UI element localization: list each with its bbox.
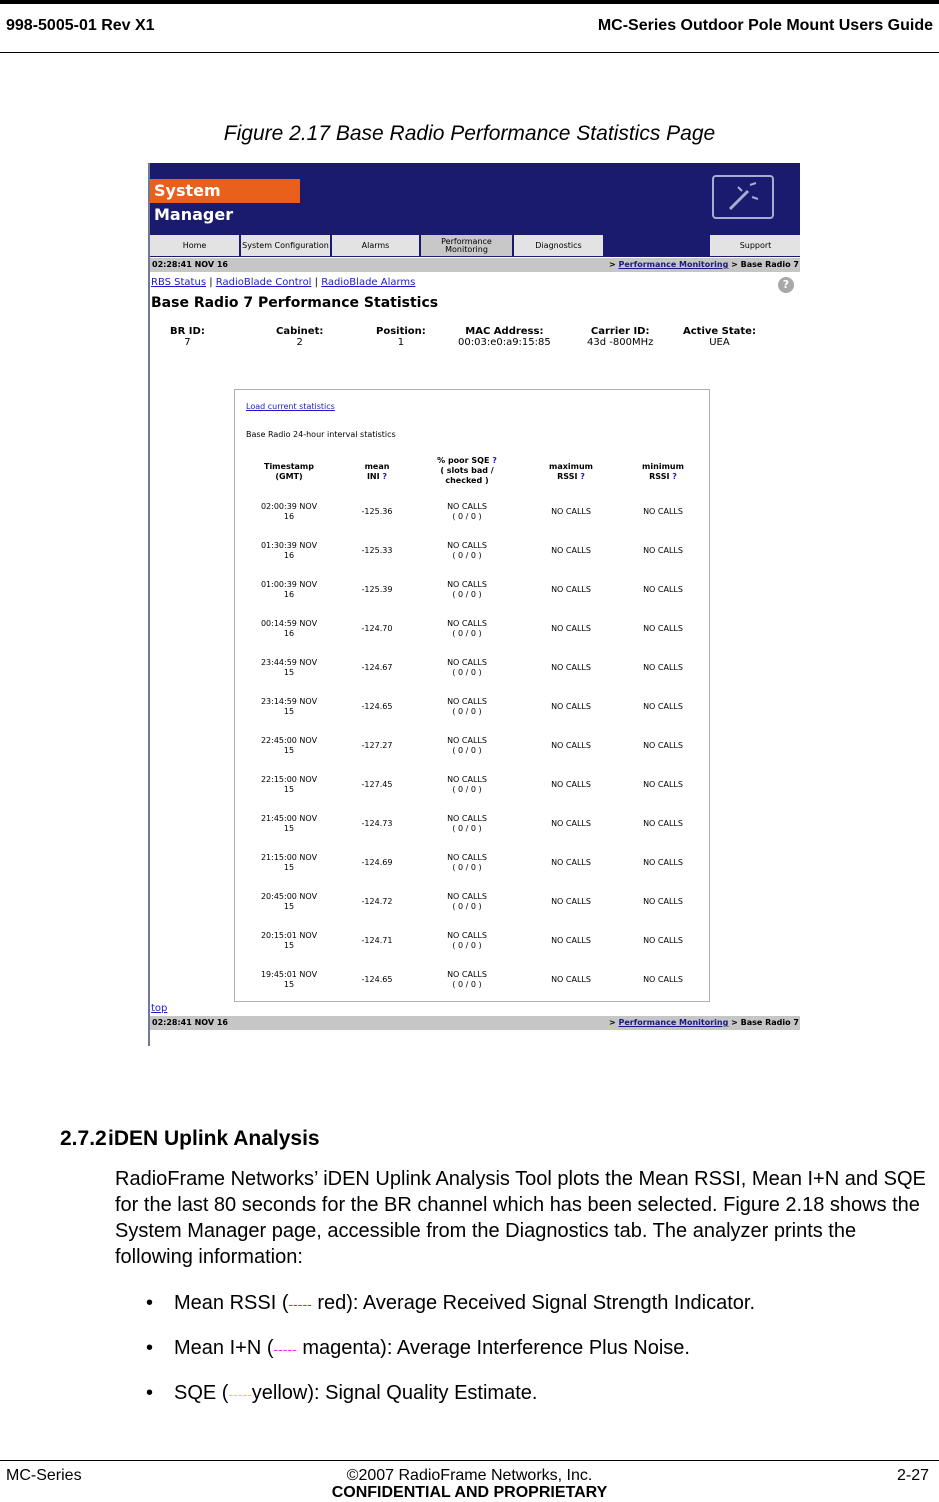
- bullet-text: Mean RSSI (: [174, 1292, 289, 1314]
- screenshot-system-manager: [148, 163, 800, 1046]
- info-value: 1: [397, 337, 405, 348]
- cell-minimum-rssi: [623, 858, 703, 868]
- breadcrumb-link-performance-monitoring[interactable]: Performance Monitoring: [618, 1018, 729, 1027]
- cell-maximum-rssi: [529, 858, 613, 868]
- cell-mean-ini: [347, 897, 407, 907]
- cell-line: ( 0 / 0 ): [452, 512, 482, 521]
- section-paragraph: RadioFrame Networks’ iDEN Uplink Analysis Tool plots the Mean RSSI, Mean I+N and SQE for the last 80 seconds for the BR channel which has been selected. Figure 2.18 shows the System Manager page, accessible from the Diagnostics tab. The analyzer prints the following information:: [115, 1168, 926, 1268]
- page-title: Base Radio 7 Performance Statistics: [151, 295, 439, 311]
- cell-line: 02:00:39 NOV: [260, 502, 318, 511]
- cell-poor-sqe: [419, 697, 515, 717]
- cell-maximum-rssi: [529, 624, 613, 634]
- cell-maximum-rssi: [529, 936, 613, 946]
- cell-maximum-rssi: [529, 702, 613, 712]
- bullet-marker: •: [146, 1382, 154, 1404]
- cell-line: NO CALLS: [551, 585, 591, 594]
- cell-mean-ini: [347, 780, 407, 790]
- col-header-line: % poor SQE: [437, 456, 490, 465]
- info-value: 7: [184, 337, 191, 348]
- cell-line: -124.71: [361, 936, 393, 945]
- info-cabinet: [276, 326, 323, 348]
- help-icon[interactable]: ?: [778, 277, 794, 293]
- cell-maximum-rssi: [529, 585, 613, 595]
- cell-line: ( 0 / 0 ): [452, 707, 482, 716]
- cell-line: NO CALLS: [551, 975, 591, 984]
- info-mac-address: [458, 326, 551, 348]
- cell-line: ( 0 / 0 ): [452, 551, 482, 560]
- col-header-minimum-rssi: [623, 462, 703, 482]
- info-position: [376, 326, 426, 348]
- info-label: Active State:: [683, 326, 756, 337]
- cell-line: NO CALLS: [551, 936, 591, 945]
- cell-poor-sqe: [419, 814, 515, 834]
- cell-poor-sqe: [419, 736, 515, 756]
- cell-line: 15: [283, 980, 295, 989]
- load-current-statistics-link[interactable]: Load current statistics: [246, 402, 335, 411]
- breadcrumb-link-performance-monitoring[interactable]: Performance Monitoring: [618, 260, 729, 269]
- cell-poor-sqe: [419, 970, 515, 990]
- help-link[interactable]: ?: [580, 472, 585, 481]
- bullet-text: magenta): Average Interference Plus Noise.: [296, 1337, 690, 1359]
- cell-line: 21:15:00 NOV: [260, 853, 318, 862]
- cell-line: NO CALLS: [447, 580, 487, 589]
- cell-line: NO CALLS: [643, 936, 683, 945]
- figure-caption: Figure 2.17 Base Radio Performance Statistics Page: [223, 122, 716, 145]
- help-link[interactable]: ?: [672, 472, 677, 481]
- tab-diagnostics[interactable]: Diagnostics: [514, 235, 604, 256]
- guide-title: MC-Series Outdoor Pole Mount Users Guide: [597, 17, 933, 34]
- info-label: Cabinet:: [276, 326, 324, 337]
- section-title: iDEN Uplink Analysis: [108, 1127, 320, 1150]
- app-banner: [150, 163, 800, 235]
- bullet-text: red): Average Received Signal Strength Indicator.: [311, 1292, 756, 1314]
- section-number: 2.7.2: [60, 1127, 107, 1150]
- bullet-text: yellow): Signal Quality Estimate.: [251, 1382, 538, 1404]
- cell-line: ( 0 / 0 ): [452, 746, 482, 755]
- cell-line: NO CALLS: [551, 507, 591, 516]
- cell-maximum-rssi: [529, 897, 613, 907]
- cell-maximum-rssi: [529, 741, 613, 751]
- col-header-line: Timestamp: [263, 462, 314, 471]
- cell-timestamp: [249, 892, 329, 912]
- tab-bar: [150, 235, 800, 257]
- info-active-state: [683, 326, 756, 348]
- cell-line: 15: [283, 863, 295, 872]
- cell-timestamp: [249, 775, 329, 795]
- cell-poor-sqe: [419, 619, 515, 639]
- cell-line: ( 0 / 0 ): [452, 980, 482, 989]
- cell-minimum-rssi: [623, 780, 703, 790]
- breadcrumb-prefix: >: [608, 260, 616, 269]
- cell-line: NO CALLS: [447, 502, 487, 511]
- cell-line: -124.70: [361, 624, 393, 633]
- cell-maximum-rssi: [529, 780, 613, 790]
- cell-line: NO CALLS: [551, 624, 591, 633]
- cell-timestamp: [249, 580, 329, 600]
- interval-heading: Base Radio 24-hour interval statistics: [246, 430, 396, 439]
- footer-confidential: CONFIDENTIAL AND PROPRIETARY: [331, 1484, 608, 1501]
- cell-line: NO CALLS: [643, 663, 683, 672]
- tab-system-configuration[interactable]: System Configuration: [241, 235, 331, 256]
- cell-timestamp: [249, 931, 329, 951]
- cell-line: 20:15:01 NOV: [260, 931, 318, 940]
- cell-line: NO CALLS: [551, 702, 591, 711]
- magenta-dash-legend: -----: [273, 1341, 297, 1357]
- breadcrumb: [609, 258, 799, 272]
- cell-line: 16: [283, 551, 295, 560]
- bullet-marker: •: [146, 1292, 154, 1314]
- cell-minimum-rssi: [623, 507, 703, 517]
- cell-line: -125.36: [361, 507, 393, 516]
- status-time: 02:28:41 NOV 16: [152, 260, 228, 269]
- header-top-rule: [0, 0, 939, 4]
- cell-line: ( 0 / 0 ): [452, 941, 482, 950]
- cell-line: NO CALLS: [447, 970, 487, 979]
- cell-line: NO CALLS: [447, 931, 487, 940]
- cell-line: NO CALLS: [551, 897, 591, 906]
- link-rbs-status[interactable]: RBS Status: [151, 277, 207, 288]
- cell-minimum-rssi: [623, 546, 703, 556]
- cell-line: -124.65: [361, 702, 393, 711]
- cell-mean-ini: [347, 663, 407, 673]
- tab-support[interactable]: Support: [710, 235, 800, 256]
- cell-maximum-rssi: [529, 819, 613, 829]
- cell-maximum-rssi: [529, 507, 613, 517]
- bullet-mean-in: [174, 1337, 690, 1360]
- cell-maximum-rssi: [529, 546, 613, 556]
- cell-line: NO CALLS: [643, 780, 683, 789]
- cell-line: 23:44:59 NOV: [260, 658, 318, 667]
- cell-line: NO CALLS: [551, 819, 591, 828]
- cell-minimum-rssi: [623, 663, 703, 673]
- cell-line: 21:45:00 NOV: [260, 814, 318, 823]
- cell-line: NO CALLS: [447, 619, 487, 628]
- breadcrumb: [609, 1016, 799, 1030]
- cell-minimum-rssi: [623, 897, 703, 907]
- col-header-poor-sqe: [419, 456, 515, 486]
- cell-line: NO CALLS: [551, 741, 591, 750]
- cell-minimum-rssi: [623, 819, 703, 829]
- info-label: Carrier ID:: [590, 326, 650, 337]
- cell-line: NO CALLS: [551, 546, 591, 555]
- cell-line: NO CALLS: [643, 624, 683, 633]
- breadcrumb-tail: > Base Radio 7: [731, 260, 799, 269]
- cell-mean-ini: [347, 546, 407, 556]
- cell-line: 16: [283, 590, 295, 599]
- radio-graphic-icon: [712, 175, 774, 219]
- cell-line: NO CALLS: [447, 775, 487, 784]
- cell-line: NO CALLS: [551, 858, 591, 867]
- cell-poor-sqe: [419, 580, 515, 600]
- cell-line: NO CALLS: [643, 741, 683, 750]
- cell-line: -124.73: [361, 819, 393, 828]
- info-label: Position:: [376, 326, 426, 337]
- bullet-text: SQE (: [174, 1382, 229, 1404]
- bullet-text: Mean I+N (: [174, 1337, 274, 1359]
- cell-line: -124.72: [361, 897, 393, 906]
- cell-mean-ini: [347, 975, 407, 985]
- cell-minimum-rssi: [623, 624, 703, 634]
- cell-timestamp: [249, 541, 329, 561]
- cell-line: 00:14:59 NOV: [260, 619, 318, 628]
- cell-line: NO CALLS: [447, 541, 487, 550]
- cell-line: 20:45:00 NOV: [260, 892, 318, 901]
- cell-timestamp: [249, 502, 329, 522]
- col-header-line: minimum: [642, 462, 684, 471]
- cell-line: 23:14:59 NOV: [260, 697, 318, 706]
- cell-mean-ini: [347, 819, 407, 829]
- cell-mean-ini: [347, 507, 407, 517]
- red-dash-legend: -----: [288, 1296, 312, 1312]
- cell-line: 22:45:00 NOV: [260, 736, 318, 745]
- cell-minimum-rssi: [623, 936, 703, 946]
- cell-timestamp: [249, 814, 329, 834]
- cell-line: 15: [283, 902, 295, 911]
- cell-mean-ini: [347, 741, 407, 751]
- cell-mean-ini: [347, 585, 407, 595]
- yellow-dash-legend: -----: [228, 1386, 252, 1402]
- cell-line: NO CALLS: [643, 702, 683, 711]
- cell-line: NO CALLS: [447, 814, 487, 823]
- quick-links: RBS Status | RadioBlade Control | RadioBlade Alarms: [151, 277, 416, 288]
- cell-line: 16: [283, 512, 295, 521]
- cell-minimum-rssi: [623, 741, 703, 751]
- cell-minimum-rssi: [623, 702, 703, 712]
- cell-line: NO CALLS: [643, 858, 683, 867]
- cell-line: -127.45: [361, 780, 393, 789]
- statistics-panel: [234, 389, 710, 1002]
- cell-line: 22:15:00 NOV: [260, 775, 318, 784]
- info-value: 00:03:e0:a9:15:85: [458, 337, 551, 348]
- cell-line: NO CALLS: [447, 658, 487, 667]
- cell-line: ( 0 / 0 ): [452, 902, 482, 911]
- cell-line: NO CALLS: [447, 697, 487, 706]
- bullet-sqe: [174, 1382, 537, 1405]
- cell-poor-sqe: [419, 853, 515, 873]
- footer-rule: [0, 1460, 939, 1461]
- breadcrumb-prefix: >: [608, 1018, 616, 1027]
- cell-line: -124.65: [361, 975, 393, 984]
- info-label: MAC Address:: [465, 326, 544, 337]
- footer-product: MC-Series: [6, 1467, 82, 1484]
- cell-line: -125.39: [361, 585, 393, 594]
- cell-mean-ini: [347, 624, 407, 634]
- cell-timestamp: [249, 619, 329, 639]
- cell-line: ( 0 / 0 ): [452, 824, 482, 833]
- col-header-line: ( slots bad /: [440, 466, 494, 475]
- info-br-id: [170, 326, 205, 348]
- breadcrumb-tail: > Base Radio 7: [731, 1018, 799, 1027]
- cell-line: NO CALLS: [643, 546, 683, 555]
- cell-timestamp: [249, 658, 329, 678]
- tab-spacer: [605, 235, 709, 256]
- cell-line: 01:30:39 NOV: [260, 541, 318, 550]
- help-link[interactable]: ?: [492, 456, 497, 465]
- col-header-line: RSSI: [557, 472, 578, 481]
- col-header-timestamp: [249, 462, 329, 482]
- cell-poor-sqe: [419, 502, 515, 522]
- cell-line: NO CALLS: [643, 975, 683, 984]
- cell-minimum-rssi: [623, 585, 703, 595]
- info-value: UEA: [709, 337, 730, 348]
- cell-line: ( 0 / 0 ): [452, 590, 482, 599]
- cell-line: NO CALLS: [447, 736, 487, 745]
- info-value: 43d -800MHz: [587, 337, 654, 348]
- link-radioblade-control[interactable]: RadioBlade Control: [215, 277, 312, 288]
- cell-poor-sqe: [419, 541, 515, 561]
- col-header-line: mean: [364, 462, 390, 471]
- cell-minimum-rssi: [623, 975, 703, 985]
- col-header-maximum-rssi: [529, 462, 613, 482]
- cell-timestamp: [249, 970, 329, 990]
- cell-line: NO CALLS: [551, 780, 591, 789]
- tab-home[interactable]: Home: [150, 235, 240, 256]
- cell-line: NO CALLS: [447, 892, 487, 901]
- cell-maximum-rssi: [529, 975, 613, 985]
- cell-line: 15: [283, 668, 295, 677]
- info-carrier-id: [587, 326, 653, 348]
- cell-line: ( 0 / 0 ): [452, 668, 482, 677]
- help-link[interactable]: ?: [382, 472, 388, 481]
- cell-poor-sqe: [419, 892, 515, 912]
- cell-line: -124.69: [361, 858, 393, 867]
- cell-line: 19:45:01 NOV: [260, 970, 318, 979]
- cell-poor-sqe: [419, 775, 515, 795]
- cell-line: 15: [283, 707, 295, 716]
- cell-line: ( 0 / 0 ): [452, 629, 482, 638]
- cell-mean-ini: [347, 858, 407, 868]
- cell-line: 15: [283, 785, 295, 794]
- cell-line: -127.27: [361, 741, 393, 750]
- cell-mean-ini: [347, 936, 407, 946]
- cell-line: 15: [283, 824, 295, 833]
- col-header-line: (GMT): [275, 472, 303, 481]
- cell-line: 15: [283, 941, 295, 950]
- footer-page-number: 2-27: [896, 1467, 929, 1484]
- cell-line: NO CALLS: [643, 897, 683, 906]
- cell-line: -124.67: [361, 663, 393, 672]
- cell-line: NO CALLS: [643, 819, 683, 828]
- cell-mean-ini: [347, 702, 407, 712]
- cell-timestamp: [249, 736, 329, 756]
- app-logo: System Manager: [150, 179, 300, 203]
- cell-line: NO CALLS: [447, 853, 487, 862]
- col-header-line: maximum: [548, 462, 593, 471]
- cell-maximum-rssi: [529, 663, 613, 673]
- header-rule: [0, 52, 939, 53]
- status-bar-top: [150, 258, 800, 272]
- col-header-line: RSSI: [649, 472, 670, 481]
- cell-poor-sqe: [419, 658, 515, 678]
- col-header-mean-ini: [347, 462, 407, 482]
- footer-copyright: ©2007 RadioFrame Networks, Inc.: [346, 1467, 593, 1484]
- status-bar-bottom: [150, 1016, 800, 1030]
- cell-line: -125.33: [361, 546, 393, 555]
- bullet-marker: •: [146, 1337, 154, 1359]
- bullet-mean-rssi: [174, 1292, 755, 1315]
- tab-performance-monitoring[interactable]: Performance Monitoring: [421, 235, 513, 256]
- link-radioblade-alarms[interactable]: RadioBlade Alarms: [321, 277, 416, 288]
- info-label: BR ID:: [170, 326, 205, 337]
- cell-line: 15: [283, 746, 295, 755]
- cell-line: NO CALLS: [643, 507, 683, 516]
- doc-number: 998-5005-01 Rev X1: [6, 17, 155, 34]
- col-header-line: checked ): [445, 476, 489, 485]
- col-header-line: INI: [366, 472, 380, 481]
- cell-line: ( 0 / 0 ): [452, 785, 482, 794]
- tab-alarms[interactable]: Alarms: [332, 235, 420, 256]
- cell-line: ( 0 / 0 ): [452, 863, 482, 872]
- cell-line: 01:00:39 NOV: [260, 580, 318, 589]
- info-value: 2: [296, 337, 303, 348]
- cell-poor-sqe: [419, 931, 515, 951]
- cell-line: NO CALLS: [643, 585, 683, 594]
- cell-line: NO CALLS: [551, 663, 591, 672]
- status-time: 02:28:41 NOV 16: [152, 1018, 228, 1027]
- cell-timestamp: [249, 853, 329, 873]
- cell-timestamp: [249, 697, 329, 717]
- top-link[interactable]: top: [151, 1003, 168, 1014]
- cell-line: 16: [283, 629, 295, 638]
